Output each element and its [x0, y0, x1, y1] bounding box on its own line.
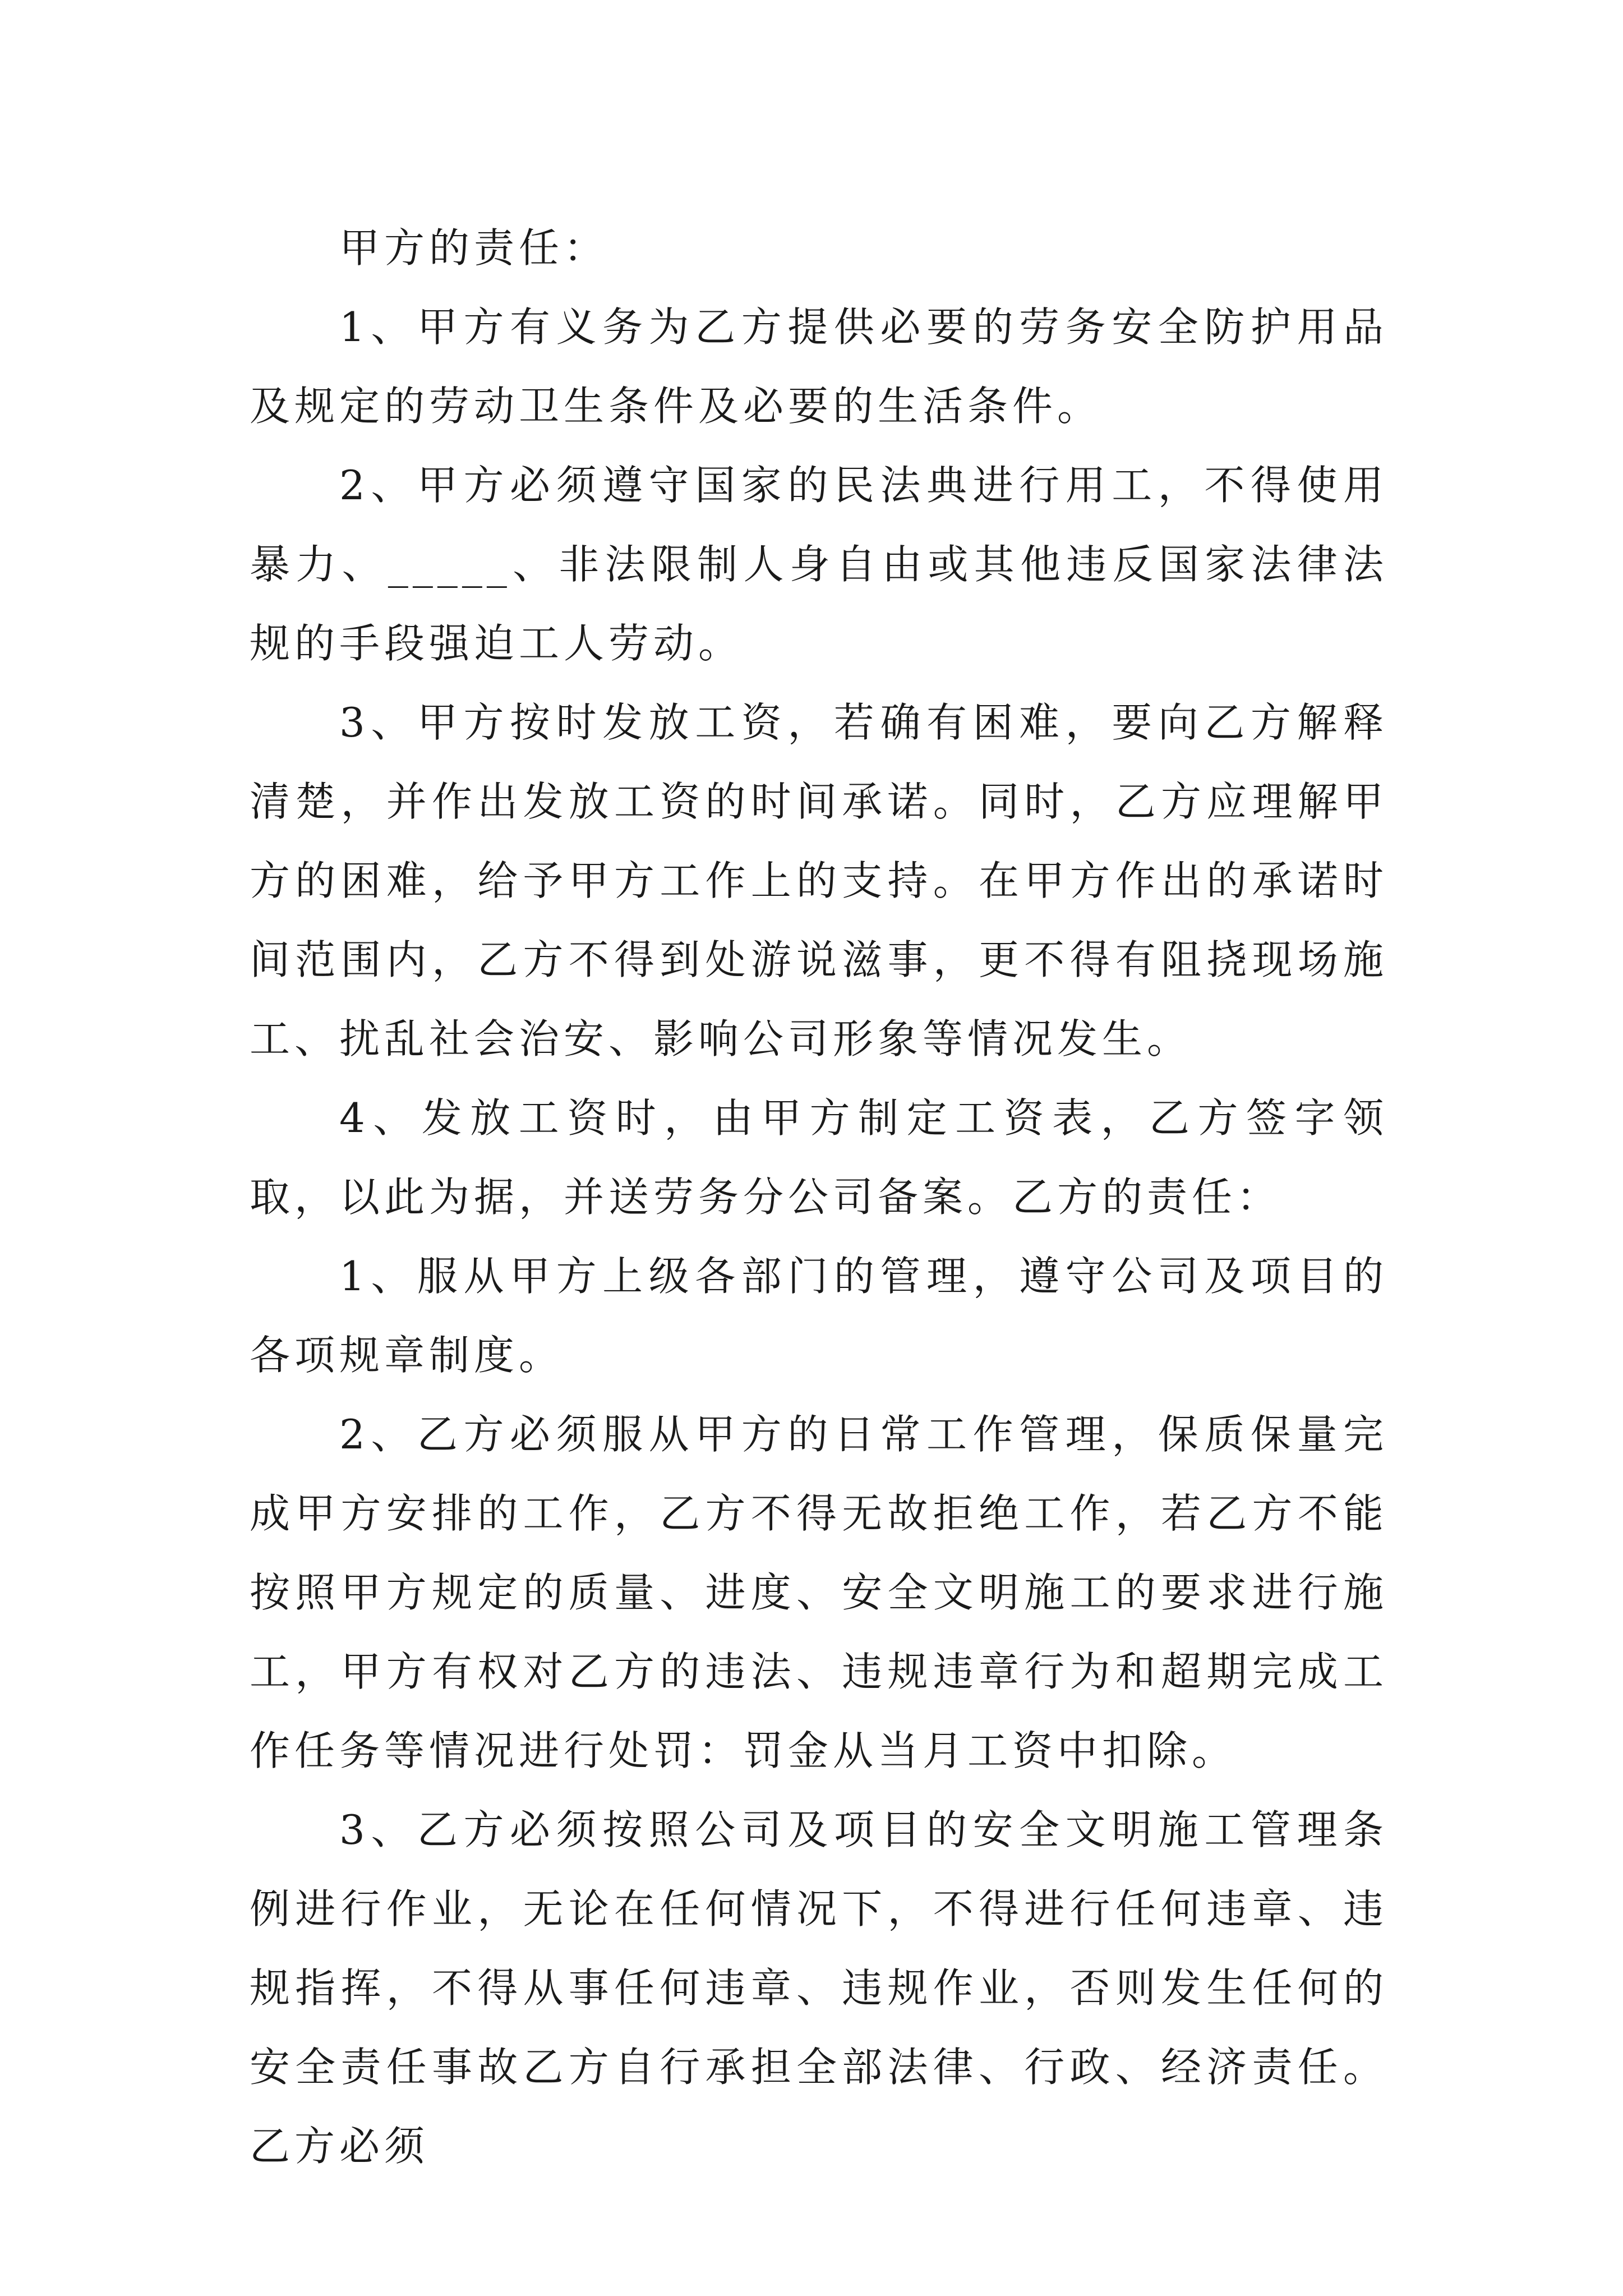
paragraph-clause: 3、乙方必须按照公司及项目的安全文明施工管理条例进行作业，无论在任何情况下，不得进行任何违章、违规指挥，不得从事任何违章、违规作业，否则发生任何的安全责任事故乙方自行承担全部法律、行政、经济责任。乙方必须 [250, 1806, 1388, 2170]
section-heading-party-a-duties: 甲方的责任： [339, 224, 609, 272]
paragraph-clause: 1、甲方有义务为乙方提供必要的劳务安全防护用品及规定的劳动卫生条件及必要的生活条件。 [250, 303, 1388, 430]
paragraph-clause: 2、乙方必须服从甲方的日常工作管理，保质保量完成甲方安排的工作，乙方不得无故拒绝工作，若乙方不能按照甲方规定的质量、进度、安全文明施工的要求进行施工，甲方有权对乙方的违法、违规违章行为和超期完成工作任务等情况进行处罚：罚金从当月工资中扣除。 [250, 1411, 1388, 1774]
paragraph-clause: 3、甲方按时发放工资，若确有困难，要向乙方解释清楚，并作出发放工资的时间承诺。同时，乙方应理解甲方的困难，给予甲方工作上的支持。在甲方作出的承诺时间范围内，乙方不得到处游说滋事，更不得有阻挠现场施工、扰乱社会治安、影响公司形象等情况发生。 [250, 699, 1388, 1062]
paragraph-clause: 2、甲方必须遵守国家的民法典进行用工，不得使用暴力、_____、非法限制人身自由或其他违反国家法律法规的手段强迫工人劳动。 [250, 462, 1388, 667]
paragraph-clause: 4、发放工资时，由甲方制定工资表，乙方签字领取，以此为据，并送劳务分公司备案。乙方的责任： [250, 1094, 1388, 1221]
document-body [250, 209, 1388, 2186]
paragraph-clause: 1、服从甲方上级各部门的管理，遵守公司及项目的各项规章制度。 [250, 1253, 1388, 1379]
